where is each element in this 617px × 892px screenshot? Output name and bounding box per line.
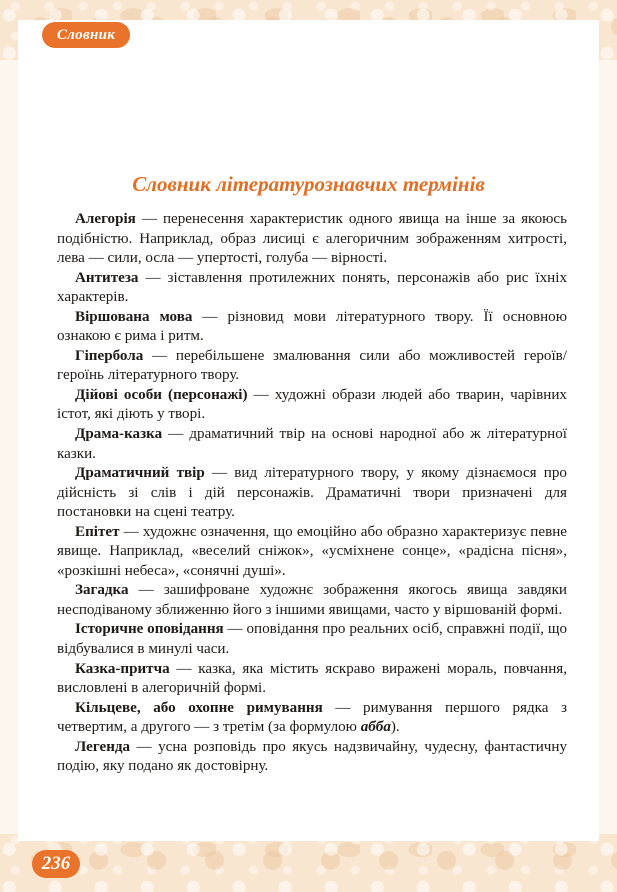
glossary-entry	[57, 620, 567, 659]
glossary-definition: — казка, яка містить яскраво виражені мораль, повчання, висловлені в алегоричній формі.	[57, 660, 567, 697]
glossary-definition: — різновид мови літературного твору. Її основною ознакою є рима і ритм.	[57, 308, 567, 345]
glossary-entry	[57, 699, 567, 738]
glossary-definition: — усна розповідь про якусь надзвичайну, чудесну, фантастичну подію, яку подано як достовірну.	[57, 738, 567, 775]
glossary-term: Антитеза	[75, 269, 139, 286]
glossary-term: Кільцеве, або охопне римування	[75, 699, 323, 716]
glossary-definition: — вид літературного твору, у якому дізнаємося про дійсність зі слів і дій персонажів. Драматичні твори призначені для постановки на сцені театру.	[57, 465, 567, 521]
glossary-definition: — оповідання про реальних осіб, справжні події, що відбувалися в минулі часи.	[57, 621, 567, 658]
glossary-term: Драма-казка	[75, 426, 163, 443]
glossary-term: Загадка	[75, 582, 129, 599]
glossary-entry	[57, 386, 567, 425]
glossary-entry	[57, 347, 567, 386]
glossary-entry	[57, 464, 567, 523]
glossary-definition: — художнє означення, що емоційно або образно характеризує певне явище. Наприклад, «веселий сніжок», «усміхнене сонце», «радісна пісня», «розкішні небеса», «сонячні душі».	[57, 523, 567, 579]
glossary-term: Алегорія	[75, 211, 136, 227]
glossary-entry	[57, 308, 567, 347]
glossary-term: Дійові особи (персонажі)	[75, 386, 248, 403]
glossary-definition-end: ).	[390, 719, 400, 736]
glossary-definition: — перенесення характеристик одного явища на інше за якоюсь подібністю. Наприклад, образ лисиці є алегоричним зображенням хитрості, лева — сили, осла — упертості, голуба — вірності.	[57, 211, 567, 267]
glossary-definition: — перебільшене змалювання сили або можливостей героїв/героїнь літературного твору.	[57, 347, 567, 384]
section-tab: Словник	[42, 22, 130, 48]
glossary-term: Віршована мова	[75, 308, 193, 325]
glossary-definition: — зіставлення протилежних понять, персонажів або рис їхніх характерів.	[57, 269, 567, 306]
glossary-entry	[57, 581, 567, 620]
glossary-term: Легенда	[75, 738, 131, 755]
page-number: 236	[32, 850, 80, 878]
glossary-entry	[57, 660, 567, 699]
glossary-entries	[57, 210, 567, 777]
glossary-entry	[57, 269, 567, 308]
glossary-definition: — художні образи людей або тварин, чарівних істот, які діють у творі.	[57, 386, 567, 423]
glossary-definition: — драматичний твір на основі народної або ж літературної казки.	[57, 426, 567, 462]
rhyme-formula: абба	[360, 719, 391, 736]
glossary-term: Драматичний твір	[75, 465, 205, 482]
glossary-term: Казка-притча	[75, 660, 170, 677]
glossary-entry	[57, 210, 567, 269]
glossary-definition: — зашифроване художнє зображення якогось явища завдяки несподіваному зближенню його з іншими явищами, часто у віршованій формі.	[57, 582, 567, 618]
glossary-term: Історичне оповідання	[75, 621, 224, 638]
glossary-term: Гіпербола	[75, 347, 144, 364]
glossary-definition: — римування першого рядка з четвертим, а другого — з третім (за формулою	[57, 699, 568, 736]
page-title: Словник літературознавчих термінів	[132, 172, 485, 196]
glossary-entry	[57, 523, 567, 582]
decorative-footer-band	[0, 834, 617, 892]
glossary-entry	[57, 425, 567, 464]
glossary-term: Епітет	[75, 523, 120, 540]
glossary-entry	[57, 738, 567, 777]
